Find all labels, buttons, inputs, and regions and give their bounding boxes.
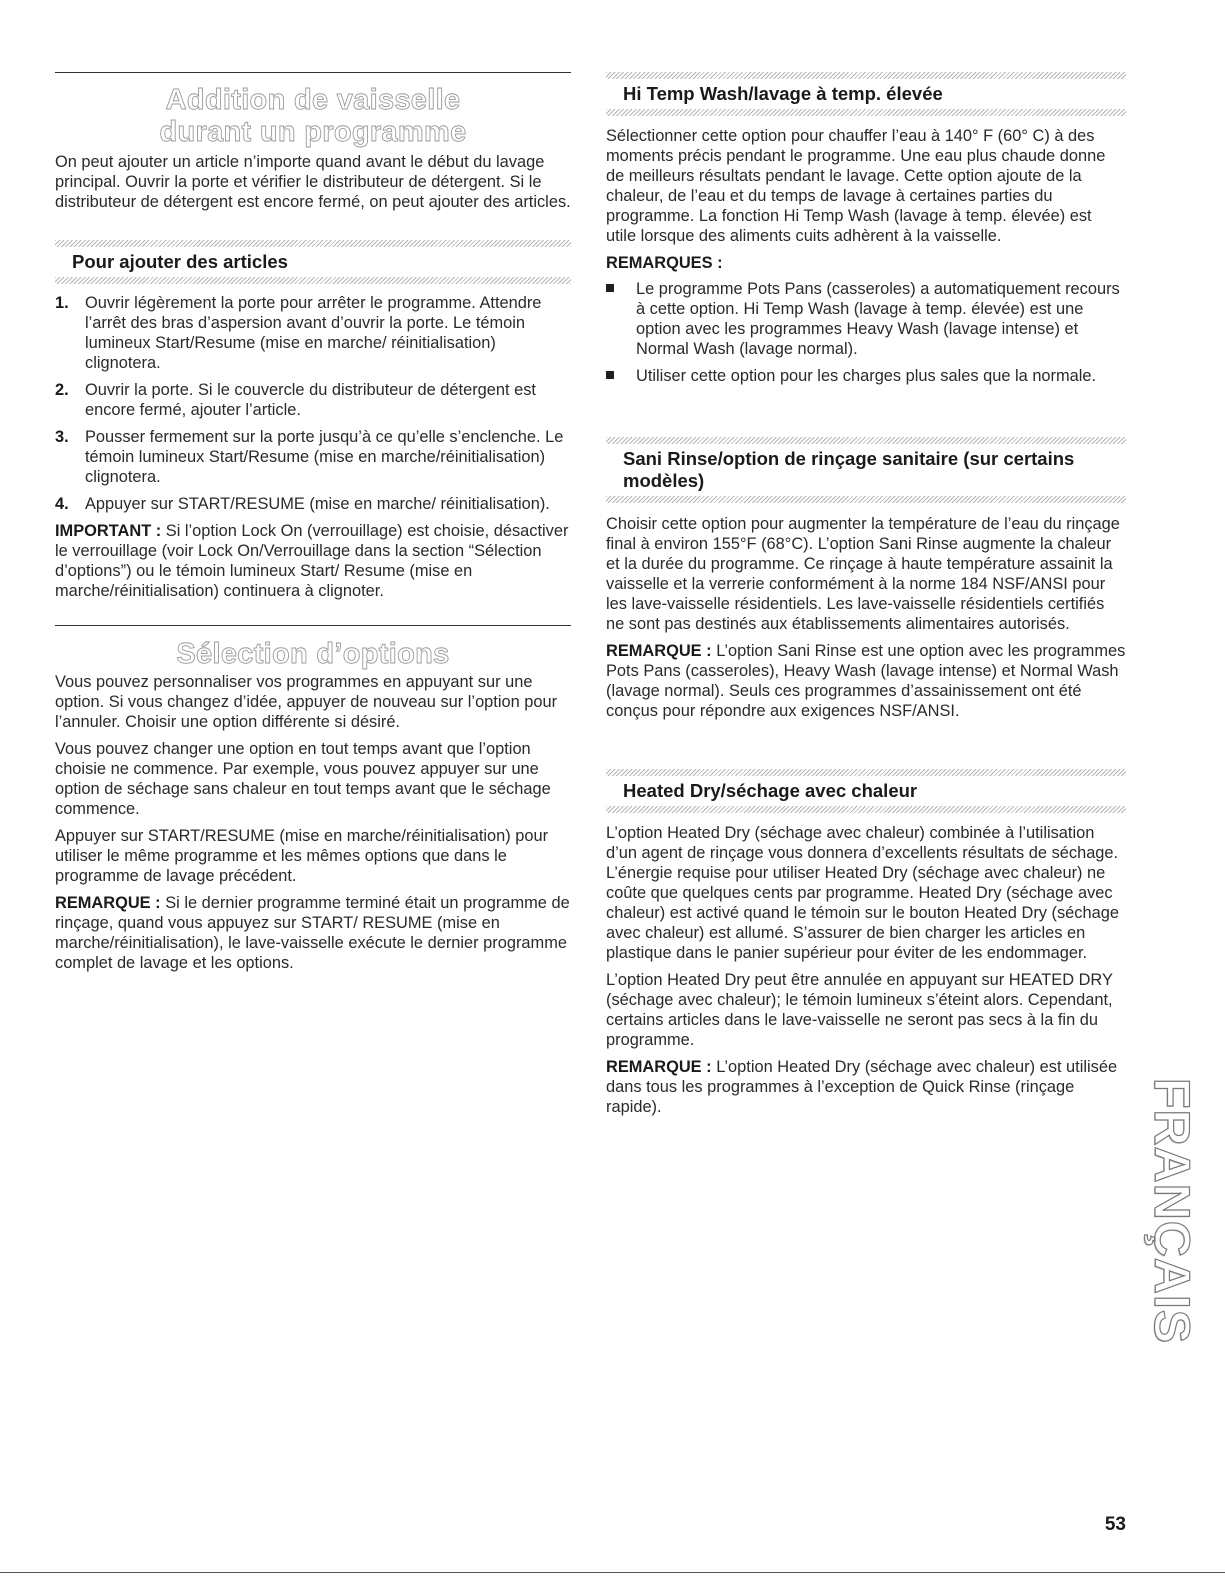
bullet-text: Le programme Pots Pans (casseroles) a automatiquement recours à cette option. Hi Temp Wash (lavage à temp. élevée) est une option avec les programmes Heavy Wash (lavage intense) et Normal Wash (lavage normal). — [636, 280, 1120, 358]
section-options — [55, 638, 571, 980]
heading-box-hitemp — [606, 72, 1126, 116]
sani-note — [606, 641, 1126, 721]
heading-box-heated — [606, 769, 1126, 813]
hitemp-block — [606, 126, 1126, 393]
step-text: Ouvrir la porte. Si le couvercle du distributeur de détergent est encore fermé, ajouter l’article. — [85, 381, 536, 419]
note-label: REMARQUE : — [606, 642, 712, 660]
note-text: L’option Sani Rinse est une option avec les programmes Pots Pans (casseroles), Heavy Wash (lavage intense) et Normal Wash (lavage normal). Seuls ces programmes d’assainissement ont été conçus pour répondre aux exigences NSF/ANSI. — [606, 642, 1126, 720]
list-item — [606, 279, 1126, 359]
heading-hitemp: Hi Temp Wash/lavage à temp. élevée — [623, 83, 943, 104]
heading-sani: Sani Rinse/option de rinçage sanitaire (sur certains modèles) — [623, 448, 1075, 491]
step-text: Ouvrir légèrement la porte pour arrêter le programme. Attendre l’arrêt des bras d’aspersion avant d’ouvrir la porte. Le témoin lumineux Start/Resume (mise en marche/ réinitialisation) clignotera. — [85, 294, 542, 372]
hitemp-notes-list — [606, 279, 1126, 386]
list-item — [55, 293, 571, 373]
note-text: L’option Heated Dry (séchage avec chaleur) est utilisée dans tous les programmes à l’exception de Quick Rinse (rinçage rapide). — [606, 1058, 1118, 1116]
section-title-line2: durant un programme — [159, 116, 467, 148]
heated-paragraph-2: L’option Heated Dry peut être annulée en appuyant sur HEATED DRY (séchage avec chaleur); le témoin lumineux s’éteint alors. Cependant, certains articles dans le lave-vaisselle ne seront pas secs à la fin du programme. — [606, 971, 1113, 1049]
important-label: IMPORTANT : — [55, 522, 162, 540]
hatch-divider — [606, 806, 1126, 813]
steps-list — [55, 293, 571, 514]
heated-paragraph-1: L’option Heated Dry (séchage avec chaleur) combinée à l’utilisation d’un agent de rinçage vous donnera d’excellents résultats de séchage. L’énergie requise pour utiliser Heated Dry (séchage avec chaleur) ne coûte que quelques cents par programme. Heated Dry (séchage avec chaleur) est activé quand le témoin sur le bouton Heated Dry (séchage avec chaleur) est allumé. S’assurer de bien charger les articles en plastique dans le panier supérieur pour éviter de les endommager. — [606, 824, 1119, 962]
options-paragraph-2: Vous pouvez changer une option en tout temps avant que l’option choisie ne commence. Par exemple, vous pouvez appuyer sur une option de séchage sans chaleur en tout temps avant que le séchage commence. — [55, 740, 551, 818]
step-number: 2. — [55, 381, 69, 399]
language-tab-label: FRANÇAIS — [1144, 1077, 1201, 1345]
subheading-box-add-articles — [55, 240, 571, 284]
hatch-divider — [55, 277, 571, 284]
left-top-rule — [55, 72, 571, 73]
step-number: 3. — [55, 428, 69, 446]
important-text: Si l’option Lock On (verrouillage) est choisie, désactiver le verrouillage (voir Lock On/Verrouillage dans la section “Sélection d’options”) ou le témoin lumineux Start/ Resume (mise en marche/réinitialisation) continuera à clignoter. — [55, 522, 569, 600]
steps-block — [55, 293, 571, 608]
step-text: Pousser fermement sur la porte jusqu’à ce qu’elle s’enclenche. Le témoin lumineux Start/Resume (mise en marche/réinitialisation) clignotera. — [85, 428, 564, 486]
intro-paragraph: On peut ajouter un article n’importe quand avant le début du lavage principal. Ouvrir la porte et vérifier le distributeur de détergent. Si le distributeur de détergent est encore fermé, on peut ajouter des articles. — [55, 153, 571, 211]
list-item — [606, 366, 1126, 386]
subheading-add-articles: Pour ajouter des articles — [72, 251, 288, 272]
heading-box-sani — [606, 437, 1126, 503]
hatch-divider — [606, 72, 1126, 79]
heated-note — [606, 1057, 1126, 1117]
bottom-rule — [0, 1572, 1225, 1573]
heading-heated: Heated Dry/séchage avec chaleur — [623, 780, 918, 801]
step-number: 1. — [55, 294, 69, 312]
important-paragraph — [55, 521, 571, 601]
section-add-dishes — [55, 84, 571, 219]
hatch-divider — [606, 109, 1126, 116]
list-item — [55, 494, 571, 514]
bullet-square-icon — [606, 284, 614, 292]
hatch-divider — [606, 496, 1126, 503]
section-title-options: Sélection d’options — [176, 638, 450, 670]
hitemp-paragraph: Sélectionner cette option pour chauffer l’eau à 140° F (60° C) à des moments précis pendant le programme. Une eau plus chaude donne de meilleurs résultats pendant le lavage. Cette option ajoute de la chaleur, de l’eau et du temps de lavage à certaines parties du programme. La fonction Hi Temp Wash (lavage à temp. élevée) est utile lorsque des aliments cuits adhèrent à la vaisselle. — [606, 127, 1106, 245]
page-number: 53 — [1104, 1514, 1126, 1535]
hatch-divider — [55, 240, 571, 247]
hatch-divider — [606, 769, 1126, 776]
bullet-square-icon — [606, 371, 614, 379]
hitemp-notes-label — [606, 253, 1126, 273]
heated-block — [606, 823, 1126, 1124]
hatch-divider — [606, 437, 1126, 444]
sani-block — [606, 514, 1126, 728]
language-side-tab — [1144, 1077, 1201, 1345]
list-item — [55, 427, 571, 487]
list-item — [55, 380, 571, 420]
step-text: Appuyer sur START/RESUME (mise en marche/ réinitialisation). — [85, 495, 550, 513]
bullet-text: Utiliser cette option pour les charges plus sales que la normale. — [636, 367, 1097, 385]
notes-label: REMARQUES : — [606, 254, 723, 272]
section-title-line1: Addition de vaisselle — [165, 84, 461, 116]
options-note — [55, 893, 571, 973]
section-rule — [55, 625, 571, 626]
step-number: 4. — [55, 495, 69, 513]
note-text: Si le dernier programme terminé était un programme de rinçage, quand vous appuyez sur START/ RESUME (mise en marche/réinitialisation), le lave-vaisselle exécute le dernier programme complet de lavage et les options. — [55, 894, 570, 972]
options-paragraph-3: Appuyer sur START/RESUME (mise en marche/réinitialisation) pour utiliser le même programme et les mêmes options que dans le programme de lavage précédent. — [55, 827, 549, 885]
sani-paragraph: Choisir cette option pour augmenter la température de l’eau du rinçage final à environ 155°F (68°C). L’option Sani Rinse augmente la chaleur et la durée du programme. Ce rinçage à haute température assainit la vaisselle et la verrerie conformément à la norme 184 NSF/ANSI pour les lave-vaisselle résidentiels. Les lave-vaisselle résidentiels certifiés ne sont pas destinés aux établissements alimentaires autorisés. — [606, 515, 1120, 633]
options-paragraph-1: Vous pouvez personnaliser vos programmes en appuyant sur une option. Si vous changez d’idée, appuyer de nouveau sur l’option pour l’annuler. Choisir une option différente si désiré. — [55, 673, 558, 731]
note-label: REMARQUE : — [55, 894, 161, 912]
note-label: REMARQUE : — [606, 1058, 712, 1076]
